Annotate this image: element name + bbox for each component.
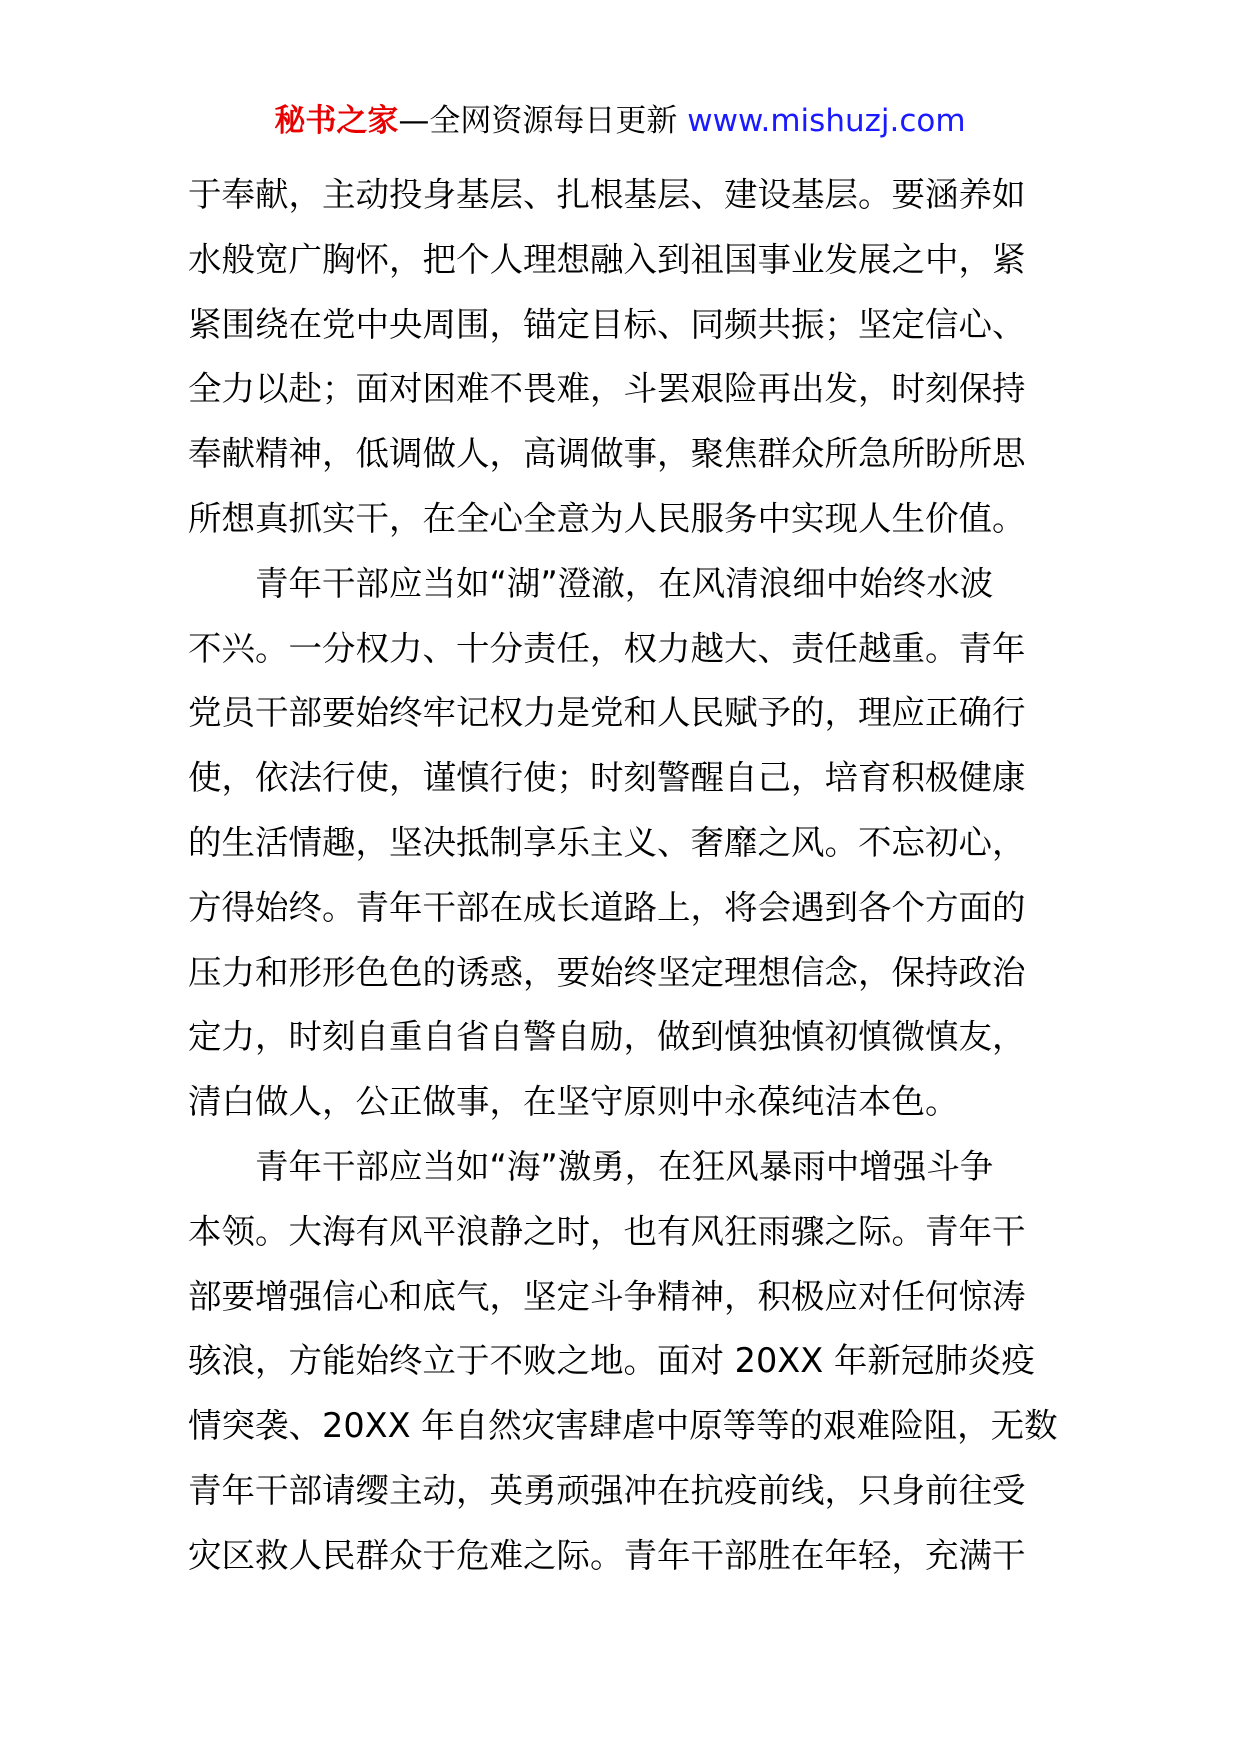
text-line: 水般宽广胸怀，把个人理想融入到祖国事业发展之中，紧	[188, 239, 1026, 279]
document-body	[188, 163, 1068, 1589]
text-line: 部要增强信心和底气，坚定斗争精神，积极应对任何惊涛	[188, 1276, 1026, 1316]
text-line: 的生活情趣，坚决抵制享乐主义、奢靡之风。不忘初心，	[188, 822, 1026, 862]
text-line: 奉献精神，低调做人，高调做事，聚焦群众所急所盼所思	[188, 434, 1026, 474]
text-line: 紧围绕在党中央周围，锚定目标、同频共振；坚定信心、	[188, 304, 1026, 344]
paragraph-start-line: 青年干部应当如“湖”澄澈，在风清浪细中始终水波	[255, 563, 994, 603]
text-line: 于奉献，主动投身基层、扎根基层、建设基层。要涵养如	[188, 175, 1026, 214]
site-url-link[interactable]: www.mishuzj.com	[687, 103, 966, 139]
text-line: 青年干部请缨主动，英勇顽强冲在抗疫前线，只身前往受	[188, 1470, 1026, 1510]
site-brand: 秘书之家	[274, 103, 399, 139]
site-header	[0, 99, 1240, 143]
text-line: 全力以赴；面对困难不畏难，斗罢艰险再出发，时刻保持	[188, 369, 1026, 409]
text-line: 清白做人，公正做事，在坚守原则中永葆纯洁本色。	[188, 1082, 959, 1122]
text-line: 情突袭、20XX 年自然灾害肆虐中原等等的艰难险阻，无数	[188, 1406, 1058, 1446]
paragraph-start-line: 青年干部应当如“海”激勇，在狂风暴雨中增强斗争	[255, 1146, 994, 1186]
text-line: 灾区救人民群众于危难之际。青年干部胜在年轻，充满干	[188, 1535, 1026, 1575]
text-line: 压力和形形色色的诱惑，要始终坚定理想信念，保持政治	[188, 952, 1026, 992]
text-line: 骇浪，方能始终立于不败之地。面对 20XX 年新冠肺炎疫	[188, 1341, 1035, 1381]
text-line: 不兴。一分权力、十分责任，权力越大、责任越重。青年	[188, 628, 1026, 668]
text-line: 使，依法行使，谨慎行使；时刻警醒自己，培育积极健康	[188, 758, 1026, 798]
text-line: 所想真抓实干，在全心全意为人民服务中实现人生价值。	[188, 498, 1026, 538]
text-line: 党员干部要始终牢记权力是党和人民赋予的，理应正确行	[188, 693, 1026, 733]
text-line: 方得始终。青年干部在成长道路上，将会遇到各个方面的	[188, 887, 1026, 927]
text-line: 本领。大海有风平浪静之时，也有风狂雨骤之际。青年干	[188, 1211, 1026, 1251]
text-line: 定力，时刻自重自省自警自励，做到慎独慎初慎微慎友，	[188, 1017, 1026, 1057]
site-tagline: —全网资源每日更新	[398, 103, 678, 139]
